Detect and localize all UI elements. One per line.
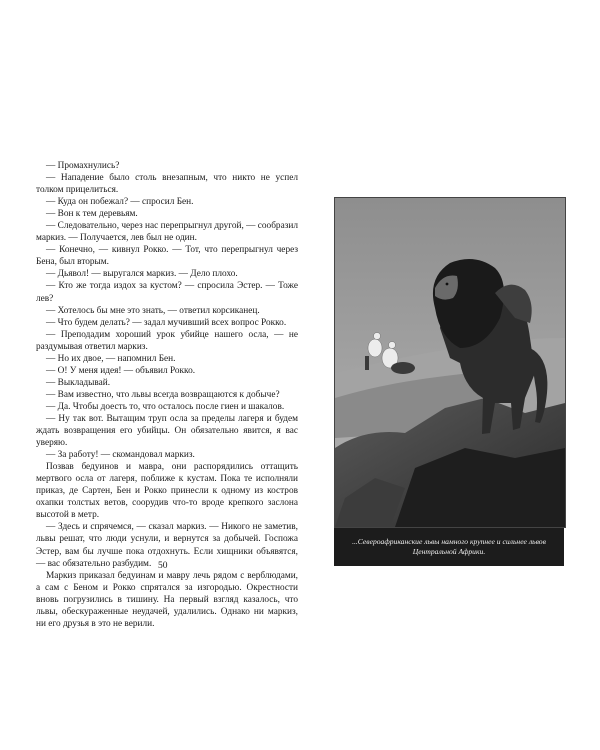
paragraph: — Дьявол! — выругался маркиз. — Дело плохо.	[46, 269, 238, 280]
paragraph: — О! У меня идея! — объявил Рокко.	[46, 365, 196, 376]
left-page-text	[36, 160, 298, 630]
paragraph: — Вам известно, что львы всегда возвращаются к добыче?	[46, 389, 280, 400]
paragraph: — Но их двое, — напомнил Бен.	[46, 353, 176, 364]
paragraph: — Что будем делать? — задал мучивший всех вопрос Рокко.	[46, 317, 287, 328]
paragraph: — Выкладывай.	[46, 377, 111, 388]
paragraph: — Промахнулись?	[46, 161, 120, 171]
paragraph: — Кто же тогда издох за кустом? — спросила Эстер. — Тоже лев?	[36, 281, 298, 304]
paragraph: — Здесь и спрячемся, — сказал маркиз. — Никого не заметив, львы решат, что люди уснули, и вернутся за добычей. Госпожа Эстер, вам бы лучше пока отдохнуть. Если хищники объявятся, — вас обязательно разбудим.	[36, 522, 298, 569]
page-number: 50	[158, 561, 168, 571]
paragraph: — Хотелось бы мне это знать, — ответил корсиканец.	[46, 305, 260, 316]
paragraph: — За работу! — скомандовал маркиз.	[46, 450, 195, 461]
paragraph: — Ну так вот. Вытащим труп осла за пределы лагеря и будем ждать возвращения его убийцы. Он обязательно явится, я вас уверяю.	[36, 413, 298, 449]
lion-illustration	[334, 197, 566, 528]
paragraph: — Да. Чтобы доесть то, что осталось после гиен и шакалов.	[46, 401, 285, 412]
paragraph: — Следовательно, через нас перепрыгнул другой, — сообразил маркиз. — Получается, лев был не один.	[36, 221, 298, 244]
paragraph: Маркиз приказал бедуинам и мавру лечь рядом с верблюдами, а сам с Беном и Рокко спрятался за изгородью. Окрестности вновь погрузились в тишину. На первый взгляд казалось, что львы, обескураженные неудачей, удалились. Однако ни маркиз, ни его друзья в это не верили.	[36, 570, 298, 629]
paragraph: — Вон к тем деревьям.	[46, 209, 138, 220]
illustration-caption: ...Североафриканские львы намного крупнее и сильнее львов Центральной Африки.	[334, 528, 564, 566]
paragraph: Позвав бедуинов и мавра, они распорядились оттащить мертвого осла от лагеря, поближе к кустам. Пока те исполняли приказ, де Сартен, Бен и Рокко принесли к одному из костров охапки толстых ветов, соорудив что-то вроде крепкого заслона высотой в метр.	[36, 462, 298, 521]
paragraph: — Куда он побежал? — спросил Бен.	[46, 197, 194, 208]
paragraph: — Нападение было столь внезапным, что никто не успел толком прицелиться.	[36, 173, 298, 196]
paragraph: — Преподадим хороший урок убийце нашего осла, — не раздумывая ответил маркиз.	[36, 329, 298, 352]
paragraph: — Конечно, — кивнул Рокко. — Тот, что перепрыгнул через Бена, был вторым.	[36, 245, 298, 268]
